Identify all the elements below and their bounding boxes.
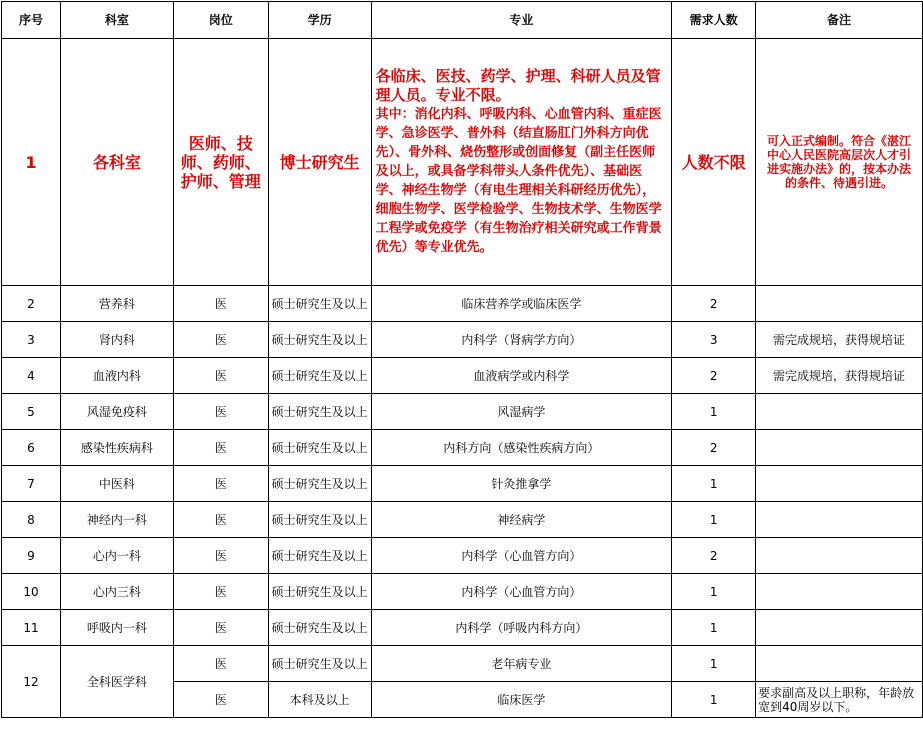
row-remark <box>756 286 923 322</box>
row-remark <box>756 538 923 574</box>
row-seq: 2 <box>2 286 61 322</box>
row-department: 中医科 <box>60 466 173 502</box>
row-department: 神经内一科 <box>60 502 173 538</box>
featured-department: 各科室 <box>60 39 173 286</box>
row-position: 医 <box>173 502 268 538</box>
header-position: 岗位 <box>173 2 268 39</box>
row-department: 肾内科 <box>60 322 173 358</box>
row-count: 1 <box>672 394 756 430</box>
row-seq: 7 <box>2 466 61 502</box>
row-seq: 3 <box>2 322 61 358</box>
row-education: 硕士研究生及以上 <box>268 466 371 502</box>
row-position: 医 <box>173 538 268 574</box>
featured-row <box>2 39 923 286</box>
table-row <box>2 322 923 358</box>
data-rows <box>2 286 923 646</box>
featured-major <box>371 39 672 286</box>
row-remark <box>756 466 923 502</box>
row-remark <box>756 610 923 646</box>
row-count: 2 <box>672 358 756 394</box>
row-major: 针灸推拿学 <box>371 466 672 502</box>
table-row <box>2 646 923 682</box>
row-position: 医 <box>173 466 268 502</box>
featured-position: 医师、技师、药师、护师、管理 <box>173 39 268 286</box>
row-education: 硕士研究生及以上 <box>268 538 371 574</box>
row-major: 老年病专业 <box>371 646 672 682</box>
row-major: 神经病学 <box>371 502 672 538</box>
table-row <box>2 466 923 502</box>
row-department: 心内一科 <box>60 538 173 574</box>
row-remark <box>756 646 923 682</box>
row-position: 医 <box>173 646 268 682</box>
row-seq: 10 <box>2 574 61 610</box>
row-count: 3 <box>672 322 756 358</box>
featured-education: 博士研究生 <box>268 39 371 286</box>
row-major: 内科学（心血管方向） <box>371 538 672 574</box>
row-remark <box>756 430 923 466</box>
row-remark: 要求副高及以上职称，年龄放宽到40周岁以下。 <box>756 682 923 718</box>
row-position: 医 <box>173 574 268 610</box>
row-department: 风湿免疫科 <box>60 394 173 430</box>
row-education: 硕士研究生及以上 <box>268 286 371 322</box>
row-count: 2 <box>672 538 756 574</box>
row-major: 内科学（心血管方向） <box>371 574 672 610</box>
recruitment-table <box>1 1 923 718</box>
row-major: 血液病学或内科学 <box>371 358 672 394</box>
row-education: 硕士研究生及以上 <box>268 502 371 538</box>
row-seq: 6 <box>2 430 61 466</box>
row-department: 营养科 <box>60 286 173 322</box>
table-row <box>2 358 923 394</box>
header-department: 科室 <box>60 2 173 39</box>
row-remark <box>756 394 923 430</box>
row-remark: 需完成规培，获得规培证 <box>756 358 923 394</box>
row-count: 1 <box>672 646 756 682</box>
row-seq: 11 <box>2 610 61 646</box>
row-education: 硕士研究生及以上 <box>268 574 371 610</box>
row-count: 1 <box>672 610 756 646</box>
featured-remark: 可入正式编制。符合《湛江中心人民医院高层次人才引进实施办法》的，按本办法的条件、待遇引进。 <box>756 39 923 286</box>
row-education: 硕士研究生及以上 <box>268 646 371 682</box>
row-remark <box>756 502 923 538</box>
featured-major-sub: 其中：消化内科、呼吸内科、心血管内科、重症医学、急诊医学、普外科（结直肠肛门外科方向优先）、骨外科、烧伤整形或创面修复（副主任医师及以上，或具备学科带头人条件优先）、基础医学、神经生物学（有电生理相关科研经历优先），细胞生物学、医学检验学、生物技术学、生物医学工程学或免疫学（有生物治疗相关研究或工作背景优先）等专业优先。 <box>375 107 662 255</box>
table-row <box>2 574 923 610</box>
table-row <box>2 430 923 466</box>
header-count: 需求人数 <box>672 2 756 39</box>
row-department: 感染性疾病科 <box>60 430 173 466</box>
row-remark: 需完成规培，获得规培证 <box>756 322 923 358</box>
row-position: 医 <box>173 394 268 430</box>
table-row <box>2 610 923 646</box>
row-remark <box>756 574 923 610</box>
row-education: 硕士研究生及以上 <box>268 358 371 394</box>
row-position: 医 <box>173 610 268 646</box>
featured-count: 人数不限 <box>672 39 756 286</box>
row-department: 血液内科 <box>60 358 173 394</box>
header-row <box>2 2 923 39</box>
row-department: 呼吸内一科 <box>60 610 173 646</box>
featured-seq: 1 <box>2 39 61 286</box>
row-count: 2 <box>672 286 756 322</box>
row-position: 医 <box>173 286 268 322</box>
table-row <box>2 502 923 538</box>
row-major: 风湿病学 <box>371 394 672 430</box>
row-education: 硕士研究生及以上 <box>268 610 371 646</box>
row-major: 临床医学 <box>371 682 672 718</box>
row-department: 全科医学科 <box>60 646 173 718</box>
row-seq: 4 <box>2 358 61 394</box>
header-education: 学历 <box>268 2 371 39</box>
header-remark: 备注 <box>756 2 923 39</box>
row-count: 1 <box>672 502 756 538</box>
header-major: 专业 <box>371 2 672 39</box>
row-education: 硕士研究生及以上 <box>268 394 371 430</box>
row-position: 医 <box>173 322 268 358</box>
row-education: 本科及以上 <box>268 682 371 718</box>
row-education: 硕士研究生及以上 <box>268 430 371 466</box>
row-seq: 12 <box>2 646 61 718</box>
row-seq: 8 <box>2 502 61 538</box>
table-row <box>2 538 923 574</box>
row-position: 医 <box>173 682 268 718</box>
row-major: 内科学（肾病学方向） <box>371 322 672 358</box>
row-major: 内科方向（感染性疾病方向） <box>371 430 672 466</box>
row-major: 临床营养学或临床医学 <box>371 286 672 322</box>
row-count: 1 <box>672 466 756 502</box>
row-position: 医 <box>173 358 268 394</box>
row-seq: 5 <box>2 394 61 430</box>
row-seq: 9 <box>2 538 61 574</box>
row-major: 内科学（呼吸内科方向） <box>371 610 672 646</box>
row-count: 1 <box>672 574 756 610</box>
row-position: 医 <box>173 430 268 466</box>
row-count: 2 <box>672 430 756 466</box>
table-row <box>2 394 923 430</box>
header-seq: 序号 <box>2 2 61 39</box>
featured-major-main: 各临床、医技、药学、护理、科研人员及管理人员。专业不限。 <box>375 67 661 104</box>
row-department: 心内三科 <box>60 574 173 610</box>
row-education: 硕士研究生及以上 <box>268 322 371 358</box>
table-row <box>2 286 923 322</box>
row-count: 1 <box>672 682 756 718</box>
